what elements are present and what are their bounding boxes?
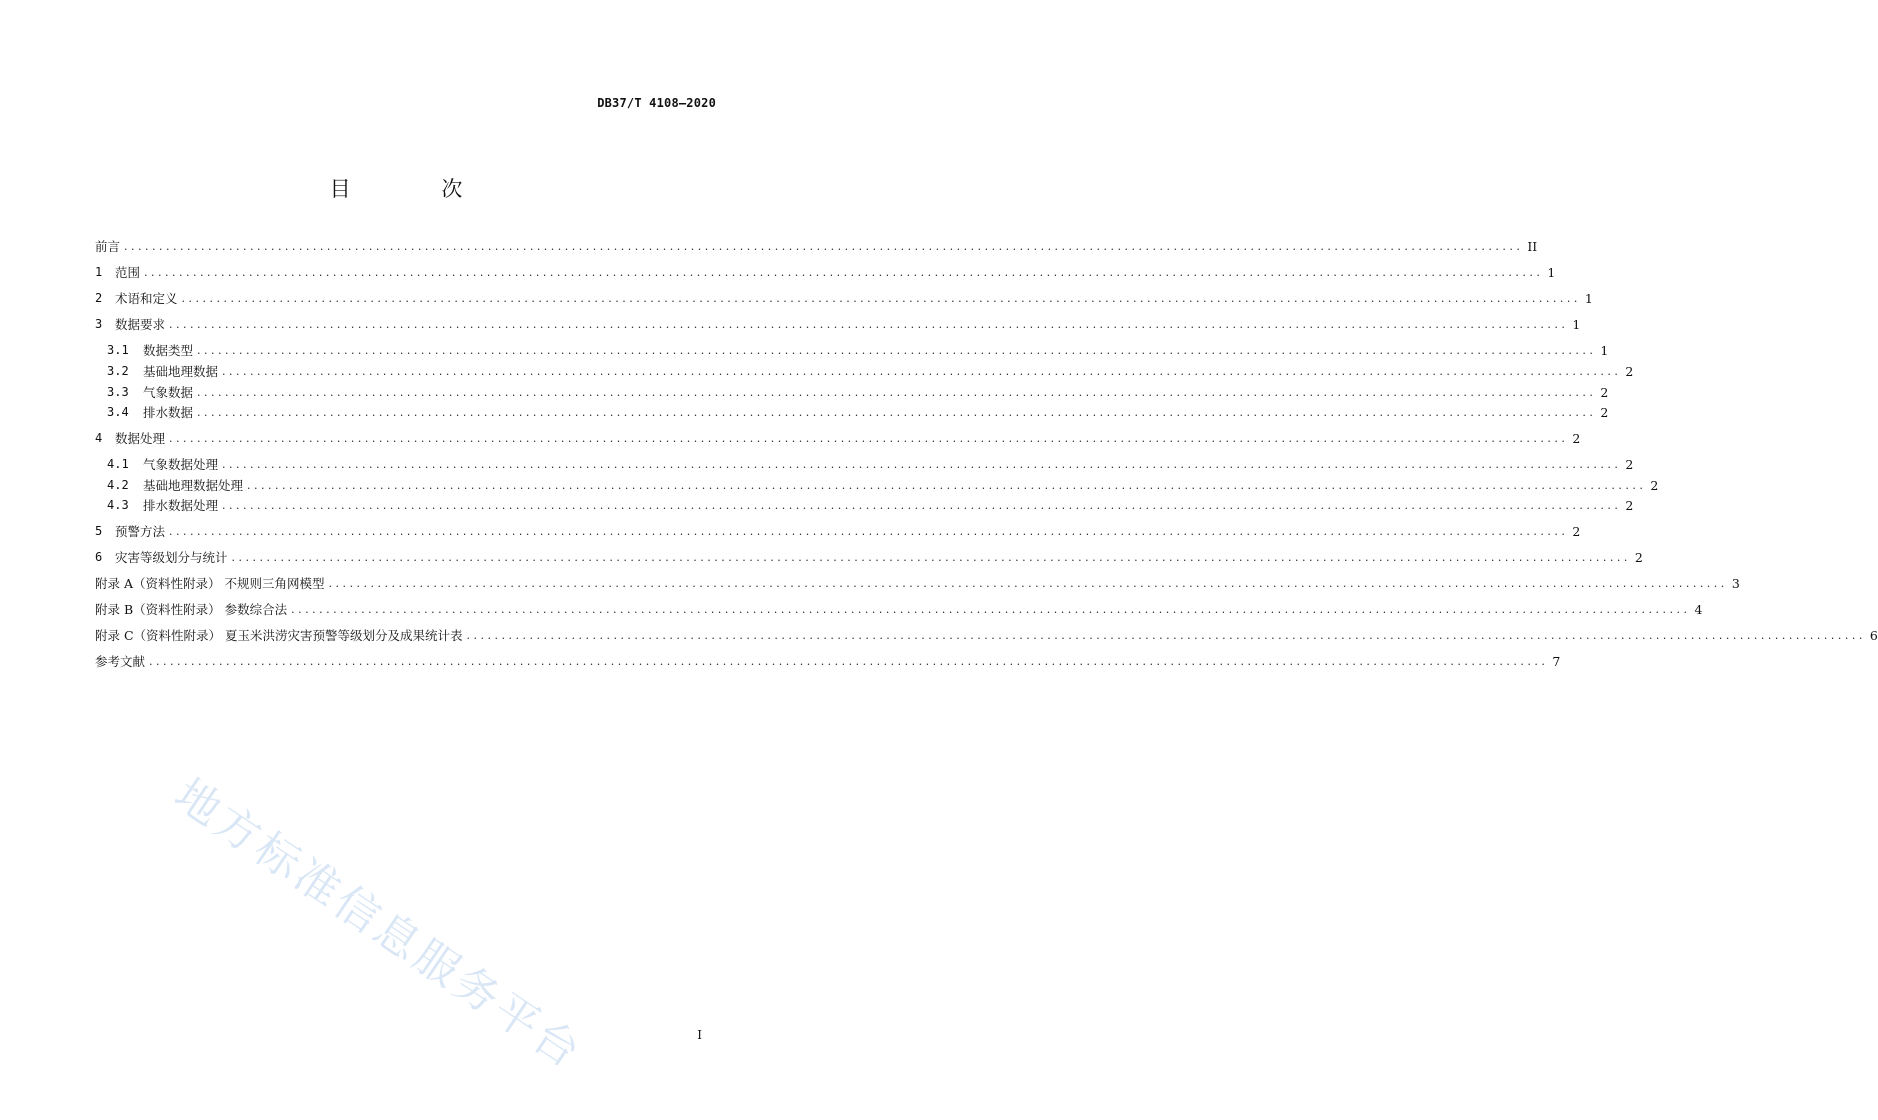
toc-entry[interactable]	[95, 236, 1538, 256]
toc-entry-page: 7	[1552, 653, 1561, 669]
toc-entry-label: 附录 B（资料性附录） 参数综合法	[95, 602, 288, 617]
toc-entry-label: 灾害等级划分与统计	[115, 550, 228, 565]
toc-entry-label: 数据类型	[143, 343, 194, 358]
toc-entry-label: 气象数据处理	[143, 457, 219, 472]
toc-entry[interactable]	[107, 454, 1634, 474]
toc-entry-number: 3	[95, 317, 103, 331]
toc-entry-page: 2	[1625, 497, 1634, 513]
toc-entry[interactable]	[95, 599, 1703, 619]
toc-entry-page: 2	[1572, 430, 1581, 446]
toc-dot-leader: ........................................................................................................................................................................................................	[149, 654, 1549, 668]
toc-entry-number: 6	[95, 550, 103, 564]
toc-dot-leader: ........................................................................................................................................................................................................	[124, 239, 1524, 253]
toc-dot-leader: ........................................................................................................................................................................................................	[169, 524, 1569, 538]
toc-entry-page: 1	[1584, 290, 1593, 306]
toc-entry-label: 基础地理数据处理	[143, 478, 244, 493]
page-number: I	[697, 1028, 702, 1042]
toc-dot-leader: ........................................................................................................................................................................................................	[197, 385, 1597, 399]
toc-dot-leader: ........................................................................................................................................................................................................	[222, 457, 1622, 471]
toc-entry-label: 附录 A（资料性附录） 不规则三角网模型	[95, 576, 325, 591]
toc-entry-number: 4.3	[107, 498, 129, 512]
toc-entry[interactable]	[107, 475, 1659, 495]
toc-dot-leader: ........................................................................................................................................................................................................	[197, 405, 1597, 419]
toc-entry[interactable]	[107, 402, 1609, 422]
toc-entry-page: 2	[1625, 456, 1634, 472]
toc-entry-label: 参考文献	[95, 654, 146, 669]
toc-entry[interactable]	[107, 495, 1634, 515]
toc-entry[interactable]	[107, 361, 1634, 381]
toc-entry-page: 1	[1600, 342, 1609, 358]
toc-entry[interactable]	[95, 262, 1556, 282]
toc-entry-number: 3.2	[107, 364, 129, 378]
toc-entry-number: 1	[95, 265, 103, 279]
toc-entry-page: 1	[1572, 316, 1581, 332]
toc-entry[interactable]	[95, 625, 1878, 645]
toc-dot-leader: ........................................................................................................................................................................................................	[181, 291, 1581, 305]
toc-entry-number: 3.1	[107, 343, 129, 357]
toc-dot-leader: ........................................................................................................................................................................................................	[169, 431, 1569, 445]
toc-entry-number: 4	[95, 431, 103, 445]
toc-dot-leader: ........................................................................................................................................................................................................	[222, 498, 1622, 512]
toc-entry-label: 排水数据	[143, 405, 194, 420]
toc-entry-label: 排水数据处理	[143, 498, 219, 513]
toc-entry-page: 1	[1547, 264, 1556, 280]
toc-entry[interactable]	[95, 573, 1740, 593]
toc-dot-leader: ........................................................................................................................................................................................................	[144, 265, 1544, 279]
toc-entry-label: 基础地理数据	[143, 364, 219, 379]
toc-entry-page: 2	[1625, 363, 1634, 379]
toc-entry[interactable]	[95, 521, 1581, 541]
toc-entry-label: 前言	[95, 239, 121, 254]
toc-entry[interactable]	[95, 547, 1643, 567]
toc-entry-label: 数据要求	[115, 317, 166, 332]
toc-entry-page: 2	[1634, 549, 1643, 565]
toc-entry-number: 3.3	[107, 385, 129, 399]
toc-entry-label: 附录 C（资料性附录） 夏玉米洪涝灾害预警等级划分及成果统计表	[95, 628, 463, 643]
toc-dot-leader: ........................................................................................................................................................................................................	[291, 602, 1691, 616]
toc-entry-page: 2	[1572, 523, 1581, 539]
toc-entry[interactable]	[107, 382, 1609, 402]
toc-entry[interactable]	[95, 651, 1561, 671]
toc-dot-leader: ........................................................................................................................................................................................................	[169, 317, 1569, 331]
toc-dot-leader: ........................................................................................................................................................................................................	[466, 628, 1866, 642]
toc-entry[interactable]	[107, 340, 1609, 360]
toc-entry-label: 预警方法	[115, 524, 166, 539]
toc-entry-label: 术语和定义	[115, 291, 178, 306]
toc-dot-leader: ........................................................................................................................................................................................................	[197, 343, 1597, 357]
toc-entry-number: 3.4	[107, 405, 129, 419]
toc-entry-number: 4.1	[107, 457, 129, 471]
watermark: 地方标准信息服务平台	[165, 769, 592, 1080]
toc-entry-label: 气象数据	[143, 385, 194, 400]
toc-entry-number: 2	[95, 291, 103, 305]
toc-entry-page: 3	[1731, 575, 1740, 591]
toc-dot-leader: ........................................................................................................................................................................................................	[247, 478, 1647, 492]
toc-entry-label: 数据处理	[115, 431, 166, 446]
toc-dot-leader: ........................................................................................................................................................................................................	[222, 364, 1622, 378]
toc-entry-page: 4	[1694, 601, 1703, 617]
toc-entry[interactable]	[95, 314, 1581, 334]
toc-entry-label: 范围	[115, 265, 141, 280]
toc-entry-number: 4.2	[107, 478, 129, 492]
toc-entry[interactable]	[95, 428, 1581, 448]
toc-dot-leader: ........................................................................................................................................................................................................	[231, 550, 1631, 564]
toc-dot-leader: ........................................................................................................................................................................................................	[328, 576, 1728, 590]
toc-entry-page: 2	[1600, 404, 1609, 420]
page-title: 目 次	[329, 177, 505, 201]
toc-entry-page: II	[1527, 238, 1538, 254]
toc-entry-number: 5	[95, 524, 103, 538]
document-code: DB37/T 4108—2020	[597, 96, 716, 110]
toc-entry-page: 2	[1650, 477, 1659, 493]
toc-entry-page: 6	[1869, 627, 1878, 643]
toc-entry-page: 2	[1600, 384, 1609, 400]
toc-entry[interactable]	[95, 288, 1593, 308]
